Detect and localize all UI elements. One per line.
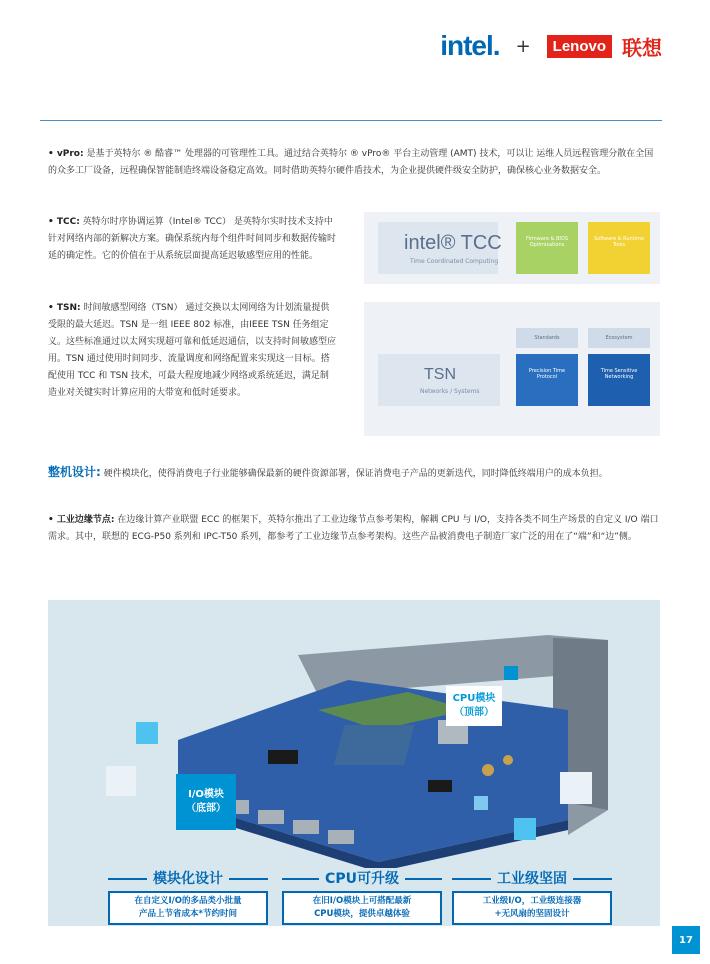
tsn-text: 时间敏感型网络（TSN） 通过交换以太网网络为计划流量提供受限的最大延迟。TSN 是一组 IEEE 802 标准，由IEEE TSN 任务组定义。这些标准通过以太网实现超可靠和低延迟通信，以支持时间敏感型应用。TSN 通过使用时间同步、流量调度和网络配置来实现这一目标。搭配使用 TCC 和 TSN 技术，可最大程度地减少网络或系统延迟，满足制造业对关键实时计算应用的大带宽和低时延要求。	[48, 303, 337, 398]
deco-square	[504, 666, 518, 680]
tsn-image	[364, 302, 660, 436]
feature-title: 模块化设计	[147, 868, 229, 888]
edge-node-paragraph	[48, 512, 662, 546]
feature-cpu-upgradeable	[282, 868, 442, 925]
cpu-module-callout: CPU模块 （顶部）	[446, 686, 502, 726]
feature-desc: 工业级I/O，工业级连接器 +无风扇的坚固设计	[452, 891, 612, 925]
tcc-image	[364, 212, 660, 284]
tsn-tile-tsn: Time Sensitive Networking	[588, 354, 650, 406]
plus-sign: +	[515, 35, 531, 57]
header-divider	[40, 120, 662, 121]
lenovo-cn-logo: 联想	[622, 35, 662, 60]
header-logos	[440, 30, 662, 62]
tsn-paragraph	[48, 300, 336, 402]
tcc-text: 英特尔时序协调运算（Intel® TCC） 是英特尔实时技术支持中针对网络内部的新解决方案。确保系统内每个组件时间同步和数据传输时延的确定性。它的价值在于从系统层面提高延迟敏感型应用的性能。	[48, 217, 337, 261]
tsn-tile-standards: Standards	[516, 328, 578, 348]
tsn-logo: TSN	[424, 366, 456, 383]
page-number: 17	[672, 926, 700, 954]
vpro-label: • vPro:	[48, 149, 84, 159]
tsn-logo-sub: Networks / Systems	[420, 388, 480, 395]
feature-title: CPU可升级	[319, 868, 405, 888]
tsn-tile-ecosystem: Ecosystem	[588, 328, 650, 348]
deco-square	[136, 722, 158, 744]
feature-modular	[108, 868, 268, 925]
tcc-label: • TCC:	[48, 217, 80, 227]
tcc-tile-software: Software & Runtime Tools	[588, 222, 650, 274]
tcc-paragraph	[48, 214, 336, 265]
tcc-logo-sub: Time Coordinated Computing	[410, 258, 499, 265]
feature-industrial-rugged	[452, 868, 612, 925]
edge-node-text: 在边缘计算产业联盟 ECC 的框架下，英特尔推出了工业边缘节点参考架构，解耦 CPU 与 I/O，支持各类不同生产场景的自定义 I/O 端口需求。其中，联想的 ECG-P50 系列和 IPC-T50 系列，都参考了工业边缘节点参考架构。这些产品被消费电子制造厂家广泛的用在了“端”和“边”侧。	[48, 515, 659, 542]
vpro-text: 是基于英特尔 ® 酷睿™ 处理器的可管理性工具。通过结合英特尔 ® vPro® 平台主动管理 (AMT) 技术，可以让 运维人员远程管理分散在全国的众多工厂设备，远程确保智能制造终端设备稳定高效。同时借助英特尔硬件盾技术，为企业提供硬件级安全防护，确保核心业务数据安全。	[48, 149, 654, 176]
lenovo-logo: Lenovo	[547, 35, 612, 58]
feature-desc: 在旧I/O模块上可搭配最新 CPU模块，提供卓越体验	[282, 891, 442, 925]
io-module-callout: I/O模块 （底部）	[176, 774, 236, 830]
tsn-tile-ptp: Precision Time Protocol	[516, 354, 578, 406]
machine-design-paragraph	[48, 464, 662, 483]
deco-square	[106, 766, 136, 796]
tsn-label: • TSN:	[48, 303, 81, 313]
machine-design-title: 整机设计:	[48, 465, 101, 479]
tcc-logo: intel® TCC	[404, 232, 502, 254]
vpro-paragraph	[48, 146, 662, 180]
deco-square	[514, 818, 536, 840]
deco-square	[560, 772, 592, 804]
intel-logo: intel.	[440, 30, 500, 61]
feature-title: 工业级坚固	[491, 868, 573, 888]
tcc-tile-firmware: Firmware & BIOS Optimizations	[516, 222, 578, 274]
feature-desc: 在自定义I/O的多品类小批量 产品上节省成本*节约时间	[108, 891, 268, 925]
deco-square	[474, 796, 488, 810]
machine-design-text: 硬件模块化，使得消费电子行业能够确保最新的硬件资源部署，保证消费电子产品的更新迭代，同时降低终端用户的成本负担。	[103, 469, 608, 479]
edge-node-label: • 工业边缘节点:	[48, 515, 115, 525]
